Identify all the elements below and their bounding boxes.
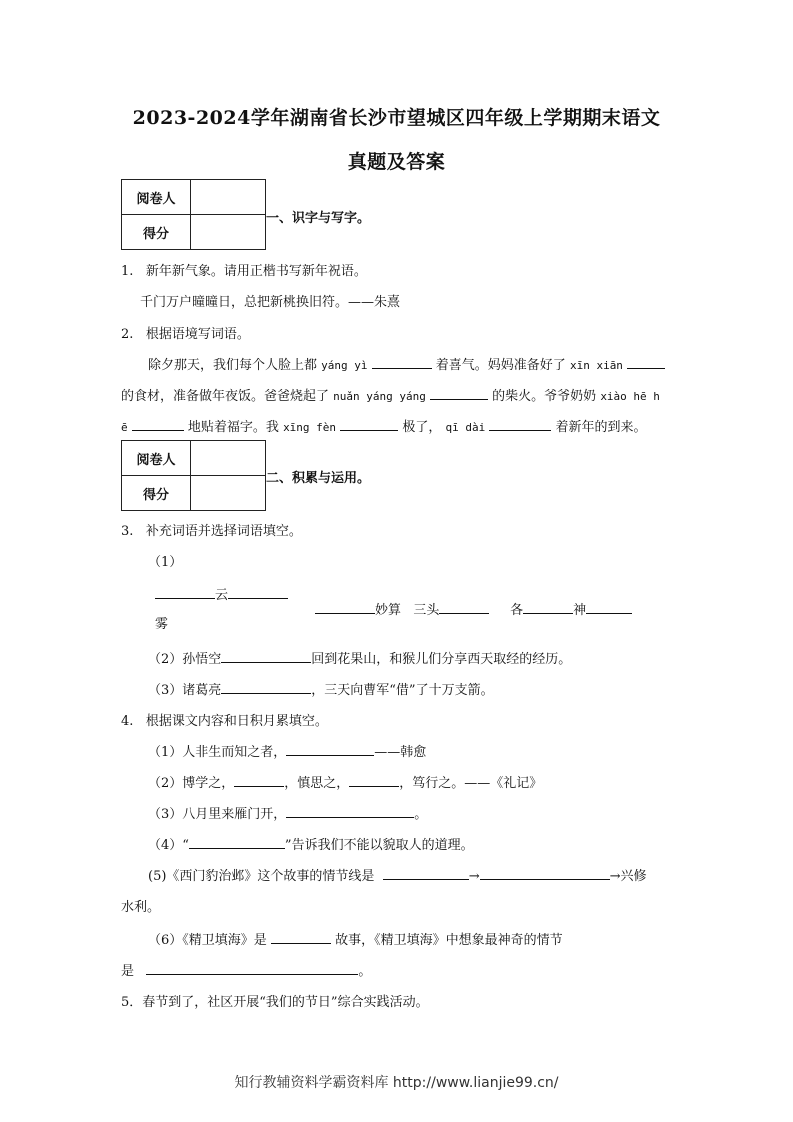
q4-text-seg: (5)《西门豹治邺》这个故事的情节线是 [148,869,375,884]
blank-idiom-1a[interactable] [155,586,215,599]
q2-text-seg: 的柴火。爷爷奶奶 [492,389,597,404]
q2-line-2 [121,385,660,404]
question-5: 5．春节到了，社区开展“我们的节日”综合实践活动。 [121,995,429,1010]
blank-q4-4[interactable] [189,836,285,849]
section-heading-1: 一、识字与写字。 [266,211,371,226]
pinyin-xiaohehe: xiào hē h [600,390,660,403]
blank-idiom-2[interactable] [315,601,375,614]
blank-idiom-4a[interactable] [523,601,573,614]
q4-item-5-cont: 水利。 [121,900,161,915]
page-title: 2023-2024学年湖南省长沙市望城区四年级上学期期末语文 [132,107,661,129]
q4-text-seg: （4）“ [148,838,189,853]
question-4 [121,710,328,729]
q2-text-seg: 地贴着福字。我 [187,420,279,435]
pinyin-xingfen: xīng fèn [283,421,337,434]
blank-q3-3[interactable] [221,681,311,694]
q4-item-1 [148,741,426,760]
char-shen: 神 [573,603,587,618]
char-yun: 云 [215,588,229,603]
q4-text-seg: （1）人非生而知之者， [148,745,287,760]
blank-xinxian[interactable] [627,356,665,369]
q3-p3-text: （3）诸葛亮 [148,683,222,698]
blank-q4-6a[interactable] [271,931,331,944]
q2-text-seg: 除夕那天，我们每个人脸上都 [148,358,318,373]
q3-part-3 [148,679,494,698]
question-2 [121,323,250,342]
blank-q4-5b[interactable] [480,867,610,880]
q4-item-3 [148,803,427,822]
q3-p3-text: ，三天向曹军“借”了十万支箭。 [311,683,494,698]
reviewer-cell[interactable] [191,441,266,476]
q4-text-seg: 故事，《精卫填海》中想象最神奇的情节 [335,933,563,948]
blank-nuanyangyang[interactable] [430,387,488,400]
score-cell[interactable] [191,476,266,511]
q4-text-seg: ，笃行之。——《礼记》 [399,776,543,791]
reviewer-label: 阅卷人 [122,180,191,215]
char-ge: 各 [510,603,524,618]
q4-text-seg: 。 [414,807,428,822]
blank-q4-3[interactable] [286,805,414,818]
blank-q4-5a[interactable] [383,867,469,880]
footer-watermark: 知行教辅资料学霸资料库 http://www.lianjie99.cn/ [234,1075,559,1091]
q2-number: 2. [121,327,134,342]
q4-item-2 [148,772,542,791]
reviewer-cell[interactable] [191,180,266,215]
score-label: 得分 [122,215,191,250]
score-table-1 [121,179,266,250]
blank-xiaohehe[interactable] [132,418,184,431]
q4-item-6 [148,929,563,948]
q2-text-seg: 着喜气。妈妈准备好了 [435,358,566,373]
q4-text-seg: ，慎思之， [284,776,350,791]
pinyin-xiaohehe-cont: ē [121,421,128,434]
blank-q3-2[interactable] [221,650,311,663]
q1-text: 新年新气象。请用正楷书写新年祝语。 [145,264,367,279]
pinyin-nuanyangyang: nuǎn yáng yáng [333,390,426,403]
q4-text-seg: （3）八月里来雁门开， [148,807,287,822]
q3-number: 3. [121,524,134,539]
pinyin-xinxian: xīn xiān [569,359,623,372]
q1-poem: 千门万户曈曈日，总把新桃换旧符。——朱熹 [140,295,401,310]
q3-part-1-label: （1） [148,555,183,570]
blank-xingfen[interactable] [340,418,398,431]
blank-q4-2b[interactable] [349,774,399,787]
q4-text-seg: 。 [358,964,372,979]
pinyin-qidai: qī dài [445,421,486,434]
q2-text-seg: 极了， [402,420,442,435]
score-table-2 [121,440,266,511]
q4-text-seg: ——韩愈 [374,745,427,760]
score-cell[interactable] [191,215,266,250]
q4-text-seg: 是 [121,964,135,979]
q4-text-seg: ”告诉我们不能以貌取人的道理。 [284,838,474,853]
blank-yangyi[interactable] [372,356,432,369]
q4-item-6-cont [121,960,371,979]
char-wu: 雾 [155,617,169,632]
q4-text-seg: →兴修 [609,869,647,884]
page-title-cont: 真题及答案 [347,151,446,173]
char-santou: 三头 [413,603,440,618]
blank-qidai[interactable] [489,418,551,431]
q4-text-seg: （6）《精卫填海》是 [148,933,267,948]
q4-text-seg: （2）博学之， [148,776,235,791]
q2-line-1 [148,354,665,373]
q4-item-5 [148,865,647,884]
blank-idiom-1b[interactable] [228,586,288,599]
q2-line-3 [121,416,647,435]
q2-text-seg: 着新年的到来。 [555,420,647,435]
q3-p2-text: 回到花果山，和猴儿们分享西天取经的经历。 [311,652,572,667]
blank-idiom-4b[interactable] [586,601,632,614]
question-1 [121,260,367,279]
arrow-icon: → [468,869,480,884]
blank-q4-2a[interactable] [234,774,284,787]
q3-idiom-yunwu [155,584,288,603]
reviewer-label: 阅卷人 [122,441,191,476]
score-label: 得分 [122,476,191,511]
char-miaosuan: 妙算 [375,603,402,618]
question-3 [121,520,302,539]
q1-number: 1. [121,264,134,279]
q4-text: 根据课文内容和日积月累填空。 [145,714,328,729]
q3-idiom-row [315,599,632,618]
q2-text-seg: 的食材，准备做年夜饭。爸爸烧起了 [121,389,330,404]
blank-q4-6b[interactable] [146,962,358,975]
pinyin-yangyi: yáng yì [321,359,368,372]
q4-item-4 [148,834,474,853]
q3-part-2 [148,648,571,667]
section-heading-2: 二、积累与运用。 [266,471,371,486]
q2-text: 根据语境写词语。 [145,327,250,342]
q3-p2-text: （2）孙悟空 [148,652,222,667]
q4-number: 4. [121,714,134,729]
blank-idiom-3[interactable] [439,601,489,614]
q3-text: 补充词语并选择词语填空。 [145,524,302,539]
blank-q4-1[interactable] [286,743,374,756]
